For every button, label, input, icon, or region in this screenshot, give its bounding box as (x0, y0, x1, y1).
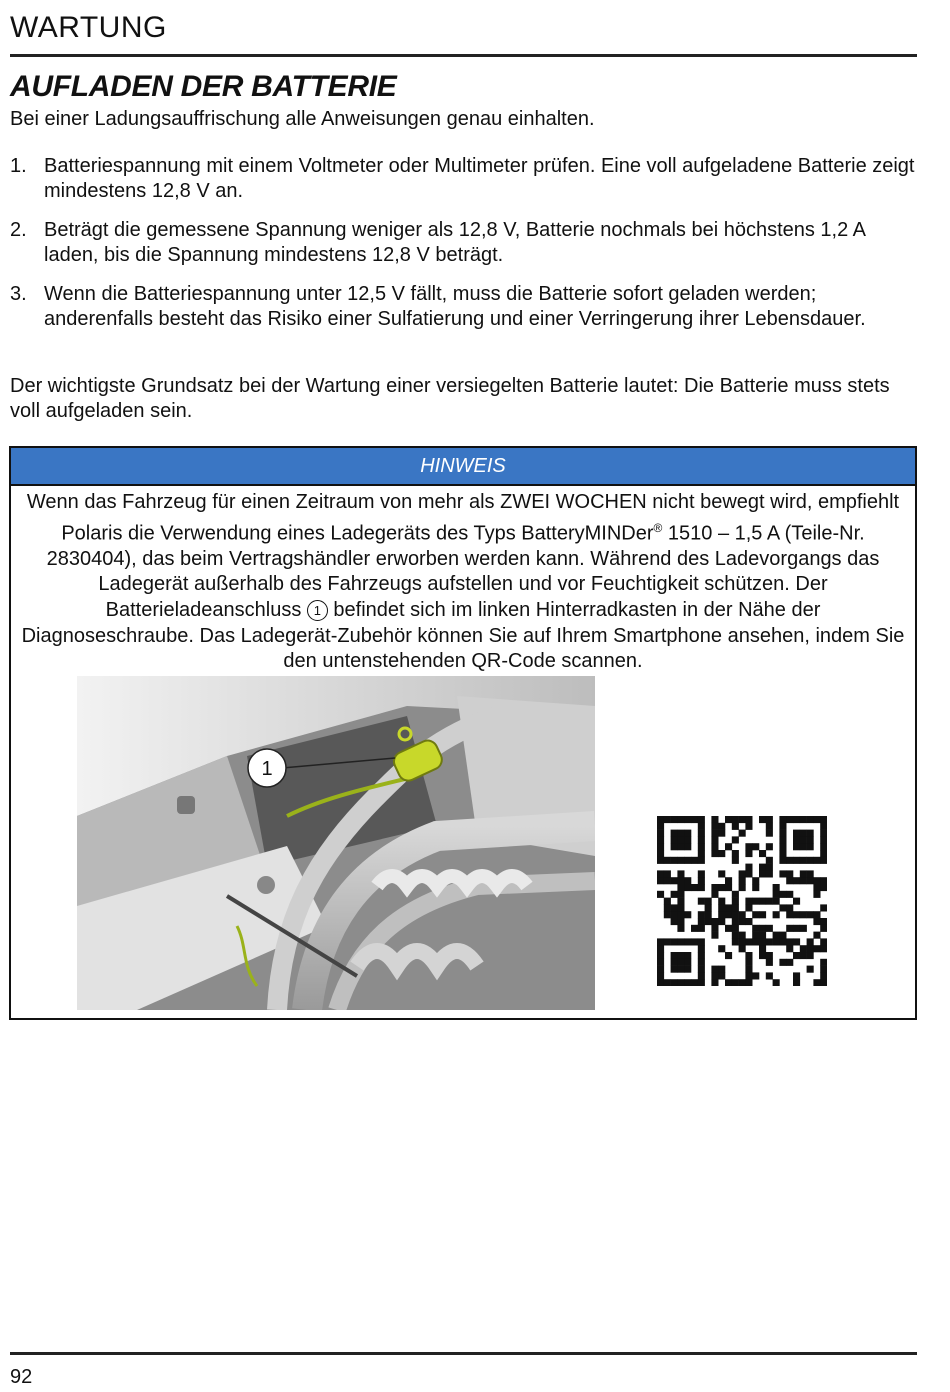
notice-body (11, 486, 915, 675)
steps-list (10, 154, 915, 346)
step-text: Beträgt die gemessene Spannung weniger als 12,8 V, Batterie nochmals bei höchstens 1,2 A laden, bis die Spannung mindestens 12,8 V beträgt. (44, 219, 865, 266)
step-number: 1. (10, 155, 27, 177)
photo-callout-label: 1 (261, 758, 273, 780)
page-number: 92 (10, 1366, 33, 1388)
step-item (10, 282, 915, 332)
step-item (10, 218, 915, 268)
notice-text-1: Wenn das Fahrzeug für einen Zeitraum von mehr als ZWEI WOCHEN nicht bewegt wird, empfiehlt Polaris die Verwendung eines Ladegeräts des Typs BatteryMINDer (26, 491, 900, 545)
header-title: WARTUNG (10, 11, 167, 44)
callout-ref: 1 (307, 600, 328, 621)
notice-text-3: befindet sich im linken Hinterradkasten in der Nähe der Diagnoseschraube. Das Ladegerät-Zubehör können Sie auf Ihrem Smartphone ansehen, indem Sie den untenstehenden QR-Code scannen. (21, 599, 905, 673)
step-item (10, 154, 915, 204)
engine-bay-illustration (77, 676, 595, 1010)
section-intro: Bei einer Ladungsauffrischung alle Anweisungen genau einhalten. (10, 108, 595, 130)
registered-mark: ® (653, 520, 663, 535)
principle-text: Der wichtigste Grundsatz bei der Wartung einer versiegelten Batterie lautet: Die Batterie muss stets voll aufgeladen sein. (10, 375, 890, 422)
header-rule (10, 54, 917, 57)
step-text: Wenn die Batteriespannung unter 12,5 V fällt, muss die Batterie sofort geladen werden; anderenfalls besteht das Risiko einer Sulfatierung und einer Verringerung ihrer Lebensdauer. (44, 283, 866, 330)
charging-port-photo (77, 676, 595, 1010)
step-number: 2. (10, 219, 27, 241)
footer-rule (10, 1352, 917, 1355)
qr-code[interactable] (657, 816, 827, 986)
notice-text-2: 1510 – 1,5 A (Teile-Nr. 2830404), das beim Vertragshändler erworben werden kann. Während des Ladevorgangs das Ladegerät außerhalb des Fahrzeugs aufstellen und vor Feuchtigkeit schützen. Der Batterieladeanschluss (46, 522, 880, 622)
qr-code-icon (657, 816, 827, 986)
notice-box (9, 446, 917, 1020)
notice-heading: HINWEIS (11, 448, 915, 486)
step-text: Batteriespannung mit einem Voltmeter oder Multimeter prüfen. Eine voll aufgeladene Batterie zeigt mindestens 12,8 V an. (44, 155, 915, 202)
step-number: 3. (10, 283, 27, 305)
section-title: AUFLADEN DER BATTERIE (10, 70, 397, 103)
